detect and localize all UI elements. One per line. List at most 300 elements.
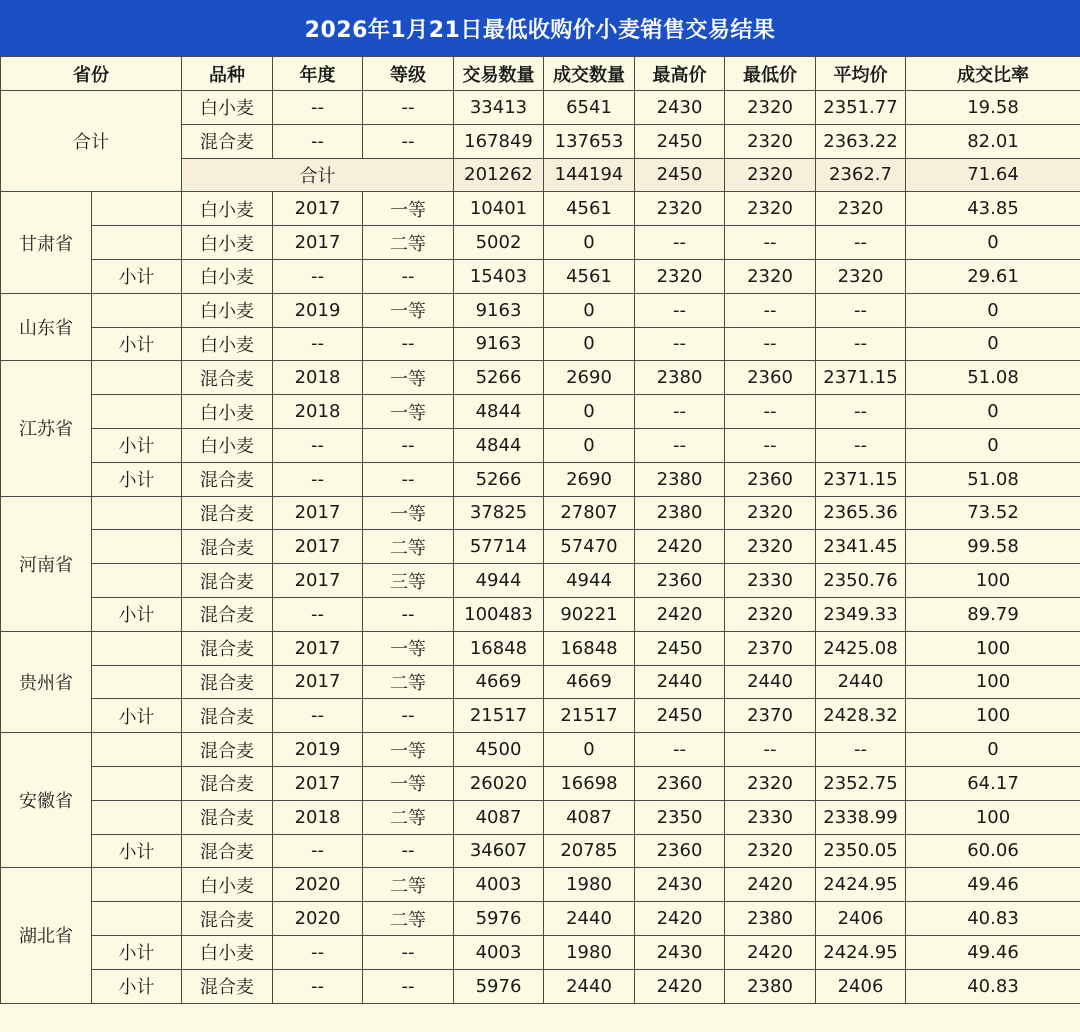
cell-max-price: 2420 — [635, 902, 725, 936]
subtotal-label — [92, 226, 182, 260]
cell-trade-qty: 5976 — [454, 902, 544, 936]
cell-grade: 二等 — [363, 530, 454, 564]
table-row — [1, 226, 1080, 260]
cell-deal-qty: 0 — [544, 395, 635, 429]
cell-avg-price: 2320 — [816, 259, 906, 293]
table-row — [1, 327, 1080, 361]
cell-min-price: -- — [725, 293, 816, 327]
cell-ratio: 29.61 — [906, 259, 1080, 293]
results-table — [0, 56, 1080, 1004]
cell-trade-qty: 10401 — [454, 192, 544, 226]
cell-deal-qty: 2440 — [544, 902, 635, 936]
cell-variety: 混合麦 — [182, 564, 273, 598]
cell-avg-price: 2406 — [816, 969, 906, 1003]
subtotal-label — [92, 868, 182, 902]
cell-trade-qty: 15403 — [454, 259, 544, 293]
cell-variety: 混合麦 — [182, 530, 273, 564]
cell-ratio: 49.46 — [906, 868, 1080, 902]
subtotal-label — [92, 496, 182, 530]
cell-ratio: 19.58 — [906, 91, 1080, 125]
cell-grade: -- — [363, 462, 454, 496]
cell-year: -- — [273, 834, 363, 868]
cell-avg-price: 2365.36 — [816, 496, 906, 530]
cell-trade-qty: 4500 — [454, 733, 544, 767]
cell-min-price: 2320 — [725, 766, 816, 800]
cell-deal-qty: 20785 — [544, 834, 635, 868]
cell-ratio: 0 — [906, 293, 1080, 327]
cell-variety: 白小麦 — [182, 327, 273, 361]
table-row — [1, 766, 1080, 800]
table-row — [1, 259, 1080, 293]
cell-variety: 混合麦 — [182, 124, 273, 158]
cell-ratio: 82.01 — [906, 124, 1080, 158]
cell-max-price: 2360 — [635, 564, 725, 598]
summary-min-price: 2320 — [725, 158, 816, 192]
cell-trade-qty: 5266 — [454, 361, 544, 395]
cell-min-price: 2360 — [725, 462, 816, 496]
cell-avg-price: 2351.77 — [816, 91, 906, 125]
cell-trade-qty: 34607 — [454, 834, 544, 868]
cell-max-price: 2430 — [635, 935, 725, 969]
cell-year: 2017 — [273, 631, 363, 665]
cell-trade-qty: 5266 — [454, 462, 544, 496]
cell-ratio: 51.08 — [906, 462, 1080, 496]
header-avg-price: 平均价 — [816, 57, 906, 91]
cell-min-price: 2320 — [725, 834, 816, 868]
cell-variety: 白小麦 — [182, 395, 273, 429]
table-row — [1, 834, 1080, 868]
table-row — [1, 293, 1080, 327]
cell-trade-qty: 4844 — [454, 428, 544, 462]
cell-grade: 二等 — [363, 226, 454, 260]
cell-ratio: 60.06 — [906, 834, 1080, 868]
cell-grade: 二等 — [363, 902, 454, 936]
cell-ratio: 100 — [906, 631, 1080, 665]
cell-max-price: 2420 — [635, 969, 725, 1003]
subtotal-label — [92, 800, 182, 834]
table-row — [1, 935, 1080, 969]
cell-variety: 白小麦 — [182, 259, 273, 293]
cell-ratio: 100 — [906, 800, 1080, 834]
table-body — [1, 91, 1080, 1004]
cell-year: -- — [273, 597, 363, 631]
cell-max-price: 2440 — [635, 665, 725, 699]
cell-trade-qty: 26020 — [454, 766, 544, 800]
cell-year: 2017 — [273, 192, 363, 226]
cell-ratio: 43.85 — [906, 192, 1080, 226]
header-deal-qty: 成交数量 — [544, 57, 635, 91]
cell-deal-qty: 16848 — [544, 631, 635, 665]
cell-max-price: 2360 — [635, 834, 725, 868]
cell-avg-price: 2371.15 — [816, 361, 906, 395]
subtotal-label — [92, 902, 182, 936]
table-row — [1, 800, 1080, 834]
cell-deal-qty: 21517 — [544, 699, 635, 733]
cell-max-price: 2320 — [635, 192, 725, 226]
cell-deal-qty: 4944 — [544, 564, 635, 598]
cell-year: -- — [273, 91, 363, 125]
cell-min-price: 2330 — [725, 564, 816, 598]
table-row — [1, 91, 1080, 125]
cell-grade: -- — [363, 597, 454, 631]
cell-trade-qty: 37825 — [454, 496, 544, 530]
cell-ratio: 0 — [906, 327, 1080, 361]
cell-deal-qty: 16698 — [544, 766, 635, 800]
table-row — [1, 192, 1080, 226]
table-row — [1, 733, 1080, 767]
cell-ratio: 89.79 — [906, 597, 1080, 631]
cell-max-price: 2430 — [635, 91, 725, 125]
cell-trade-qty: 4003 — [454, 935, 544, 969]
cell-grade: 一等 — [363, 395, 454, 429]
subtotal-label — [92, 395, 182, 429]
cell-max-price: 2450 — [635, 699, 725, 733]
cell-min-price: 2320 — [725, 124, 816, 158]
cell-max-price: 2420 — [635, 597, 725, 631]
cell-grade: -- — [363, 124, 454, 158]
table-row — [1, 699, 1080, 733]
subtotal-label: 小计 — [92, 834, 182, 868]
cell-min-price: -- — [725, 395, 816, 429]
cell-deal-qty: 137653 — [544, 124, 635, 158]
cell-min-price: -- — [725, 428, 816, 462]
cell-deal-qty: 90221 — [544, 597, 635, 631]
table-row — [1, 496, 1080, 530]
cell-min-price: 2320 — [725, 259, 816, 293]
subtotal-label: 小计 — [92, 259, 182, 293]
table-row — [1, 361, 1080, 395]
cell-trade-qty: 4844 — [454, 395, 544, 429]
subtotal-label: 小计 — [92, 327, 182, 361]
subtotal-label — [92, 192, 182, 226]
cell-avg-price: 2352.75 — [816, 766, 906, 800]
table-row — [1, 462, 1080, 496]
cell-year: 2017 — [273, 766, 363, 800]
summary-max-price: 2450 — [635, 158, 725, 192]
header-max-price: 最高价 — [635, 57, 725, 91]
cell-max-price: 2350 — [635, 800, 725, 834]
subtotal-label — [92, 733, 182, 767]
cell-grade: 一等 — [363, 496, 454, 530]
cell-trade-qty: 9163 — [454, 293, 544, 327]
cell-max-price: -- — [635, 293, 725, 327]
cell-min-price: 2420 — [725, 868, 816, 902]
cell-min-price: 2360 — [725, 361, 816, 395]
cell-avg-price: -- — [816, 733, 906, 767]
cell-avg-price: 2424.95 — [816, 868, 906, 902]
cell-trade-qty: 4087 — [454, 800, 544, 834]
cell-deal-qty: 4087 — [544, 800, 635, 834]
cell-min-price: 2320 — [725, 597, 816, 631]
cell-ratio: 0 — [906, 733, 1080, 767]
cell-grade: -- — [363, 91, 454, 125]
cell-trade-qty: 100483 — [454, 597, 544, 631]
cell-avg-price: -- — [816, 327, 906, 361]
cell-avg-price: 2428.32 — [816, 699, 906, 733]
subtotal-label — [92, 631, 182, 665]
cell-avg-price: 2350.05 — [816, 834, 906, 868]
cell-trade-qty: 4669 — [454, 665, 544, 699]
cell-variety: 混合麦 — [182, 665, 273, 699]
cell-grade: 一等 — [363, 733, 454, 767]
cell-avg-price: 2363.22 — [816, 124, 906, 158]
cell-year: -- — [273, 969, 363, 1003]
cell-min-price: -- — [725, 733, 816, 767]
cell-year: 2018 — [273, 395, 363, 429]
cell-year: 2019 — [273, 733, 363, 767]
cell-deal-qty: 4561 — [544, 259, 635, 293]
cell-max-price: -- — [635, 327, 725, 361]
header-row — [1, 57, 1080, 91]
cell-variety: 白小麦 — [182, 91, 273, 125]
subtotal-label — [92, 530, 182, 564]
cell-trade-qty: 33413 — [454, 91, 544, 125]
cell-year: 2017 — [273, 665, 363, 699]
cell-max-price: -- — [635, 733, 725, 767]
cell-min-price: 2330 — [725, 800, 816, 834]
cell-deal-qty: 0 — [544, 293, 635, 327]
cell-variety: 混合麦 — [182, 631, 273, 665]
cell-year: 2017 — [273, 564, 363, 598]
summary-deal-qty: 144194 — [544, 158, 635, 192]
cell-year: -- — [273, 259, 363, 293]
cell-variety: 混合麦 — [182, 800, 273, 834]
cell-year: 2020 — [273, 902, 363, 936]
cell-trade-qty: 4944 — [454, 564, 544, 598]
province-name: 甘肃省 — [1, 192, 92, 293]
cell-variety: 白小麦 — [182, 868, 273, 902]
cell-grade: 一等 — [363, 631, 454, 665]
cell-deal-qty: 1980 — [544, 935, 635, 969]
subtotal-label — [92, 293, 182, 327]
table-row — [1, 868, 1080, 902]
header-trade-qty: 交易数量 — [454, 57, 544, 91]
cell-ratio: 51.08 — [906, 361, 1080, 395]
cell-max-price: 2360 — [635, 766, 725, 800]
cell-deal-qty: 4561 — [544, 192, 635, 226]
cell-year: -- — [273, 935, 363, 969]
cell-variety: 混合麦 — [182, 496, 273, 530]
subtotal-label — [92, 564, 182, 598]
table-row — [1, 597, 1080, 631]
cell-grade: 三等 — [363, 564, 454, 598]
cell-variety: 混合麦 — [182, 834, 273, 868]
cell-year: 2019 — [273, 293, 363, 327]
cell-variety: 混合麦 — [182, 699, 273, 733]
cell-avg-price: -- — [816, 226, 906, 260]
province-name: 安徽省 — [1, 733, 92, 868]
summary-ratio: 71.64 — [906, 158, 1080, 192]
cell-trade-qty: 16848 — [454, 631, 544, 665]
cell-grade: -- — [363, 428, 454, 462]
cell-avg-price: -- — [816, 293, 906, 327]
cell-variety: 混合麦 — [182, 462, 273, 496]
cell-grade: 二等 — [363, 800, 454, 834]
cell-ratio: 49.46 — [906, 935, 1080, 969]
header-variety: 品种 — [182, 57, 273, 91]
cell-grade: 一等 — [363, 192, 454, 226]
cell-min-price: 2370 — [725, 699, 816, 733]
cell-max-price: 2320 — [635, 259, 725, 293]
cell-variety: 白小麦 — [182, 935, 273, 969]
province-name: 贵州省 — [1, 631, 92, 732]
cell-variety: 混合麦 — [182, 733, 273, 767]
cell-grade: 一等 — [363, 766, 454, 800]
subtotal-label — [92, 766, 182, 800]
cell-deal-qty: 57470 — [544, 530, 635, 564]
cell-max-price: 2380 — [635, 361, 725, 395]
cell-trade-qty: 4003 — [454, 868, 544, 902]
subtotal-label: 小计 — [92, 969, 182, 1003]
cell-deal-qty: 2690 — [544, 462, 635, 496]
cell-trade-qty: 9163 — [454, 327, 544, 361]
table-row — [1, 969, 1080, 1003]
cell-avg-price: 2349.33 — [816, 597, 906, 631]
header-province: 省份 — [1, 57, 182, 91]
cell-min-price: 2320 — [725, 192, 816, 226]
cell-ratio: 100 — [906, 665, 1080, 699]
cell-min-price: 2380 — [725, 969, 816, 1003]
cell-ratio: 100 — [906, 564, 1080, 598]
cell-deal-qty: 0 — [544, 428, 635, 462]
cell-max-price: -- — [635, 395, 725, 429]
cell-variety: 白小麦 — [182, 293, 273, 327]
cell-min-price: 2320 — [725, 91, 816, 125]
summary-avg-price: 2362.7 — [816, 158, 906, 192]
province-name: 江苏省 — [1, 361, 92, 496]
header-year: 年度 — [273, 57, 363, 91]
table-row — [1, 530, 1080, 564]
cell-max-price: -- — [635, 428, 725, 462]
province-name: 山东省 — [1, 293, 92, 361]
cell-deal-qty: 0 — [544, 226, 635, 260]
province-name: 河南省 — [1, 496, 92, 631]
cell-min-price: -- — [725, 226, 816, 260]
cell-max-price: 2450 — [635, 631, 725, 665]
cell-year: -- — [273, 699, 363, 733]
cell-max-price: 2380 — [635, 496, 725, 530]
cell-variety: 混合麦 — [182, 361, 273, 395]
cell-avg-price: -- — [816, 428, 906, 462]
table-row — [1, 564, 1080, 598]
subtotal-label: 小计 — [92, 597, 182, 631]
cell-year: 2018 — [273, 800, 363, 834]
cell-max-price: -- — [635, 226, 725, 260]
cell-grade: 一等 — [363, 361, 454, 395]
cell-deal-qty: 0 — [544, 733, 635, 767]
table-row — [1, 428, 1080, 462]
cell-variety: 混合麦 — [182, 766, 273, 800]
cell-deal-qty: 27807 — [544, 496, 635, 530]
subtotal-label: 小计 — [92, 699, 182, 733]
cell-variety: 混合麦 — [182, 597, 273, 631]
cell-ratio: 40.83 — [906, 902, 1080, 936]
cell-variety: 白小麦 — [182, 192, 273, 226]
cell-variety: 混合麦 — [182, 969, 273, 1003]
cell-avg-price: 2350.76 — [816, 564, 906, 598]
table-row — [1, 631, 1080, 665]
cell-grade: -- — [363, 969, 454, 1003]
cell-year: 2017 — [273, 530, 363, 564]
cell-min-price: 2420 — [725, 935, 816, 969]
cell-year: 2017 — [273, 496, 363, 530]
total-label: 合计 — [1, 91, 182, 192]
cell-grade: -- — [363, 935, 454, 969]
cell-max-price: 2420 — [635, 530, 725, 564]
cell-min-price: 2380 — [725, 902, 816, 936]
province-name: 湖北省 — [1, 868, 92, 1003]
cell-avg-price: 2424.95 — [816, 935, 906, 969]
cell-ratio: 0 — [906, 226, 1080, 260]
cell-trade-qty: 21517 — [454, 699, 544, 733]
cell-year: 2018 — [273, 361, 363, 395]
cell-avg-price: 2371.15 — [816, 462, 906, 496]
cell-year: -- — [273, 124, 363, 158]
table-row — [1, 902, 1080, 936]
cell-variety: 白小麦 — [182, 428, 273, 462]
cell-deal-qty: 2440 — [544, 969, 635, 1003]
cell-min-price: -- — [725, 327, 816, 361]
cell-avg-price: 2406 — [816, 902, 906, 936]
cell-trade-qty: 57714 — [454, 530, 544, 564]
cell-grade: 二等 — [363, 665, 454, 699]
cell-ratio: 73.52 — [906, 496, 1080, 530]
header-ratio: 成交比率 — [906, 57, 1080, 91]
cell-min-price: 2320 — [725, 496, 816, 530]
cell-grade: -- — [363, 699, 454, 733]
page-title: 2026年1月21日最低收购价小麦销售交易结果 — [0, 0, 1080, 56]
cell-min-price: 2440 — [725, 665, 816, 699]
cell-year: 2017 — [273, 226, 363, 260]
cell-grade: -- — [363, 327, 454, 361]
cell-grade: -- — [363, 259, 454, 293]
cell-ratio: 100 — [906, 699, 1080, 733]
cell-year: 2020 — [273, 868, 363, 902]
cell-trade-qty: 5002 — [454, 226, 544, 260]
cell-avg-price: 2320 — [816, 192, 906, 226]
subtotal-label: 小计 — [92, 428, 182, 462]
cell-avg-price: 2440 — [816, 665, 906, 699]
cell-grade: 一等 — [363, 293, 454, 327]
cell-avg-price: 2341.45 — [816, 530, 906, 564]
summary-label: 合计 — [182, 158, 454, 192]
cell-min-price: 2370 — [725, 631, 816, 665]
cell-variety: 白小麦 — [182, 226, 273, 260]
cell-avg-price: 2425.08 — [816, 631, 906, 665]
cell-trade-qty: 5976 — [454, 969, 544, 1003]
header-min-price: 最低价 — [725, 57, 816, 91]
cell-avg-price: -- — [816, 395, 906, 429]
cell-ratio: 99.58 — [906, 530, 1080, 564]
cell-avg-price: 2338.99 — [816, 800, 906, 834]
table-row — [1, 395, 1080, 429]
summary-trade-qty: 201262 — [454, 158, 544, 192]
cell-max-price: 2430 — [635, 868, 725, 902]
cell-ratio: 40.83 — [906, 969, 1080, 1003]
cell-grade: 二等 — [363, 868, 454, 902]
cell-grade: -- — [363, 834, 454, 868]
subtotal-label — [92, 665, 182, 699]
cell-deal-qty: 1980 — [544, 868, 635, 902]
cell-ratio: 0 — [906, 395, 1080, 429]
cell-deal-qty: 0 — [544, 327, 635, 361]
subtotal-label: 小计 — [92, 462, 182, 496]
cell-min-price: 2320 — [725, 530, 816, 564]
cell-max-price: 2450 — [635, 124, 725, 158]
cell-trade-qty: 167849 — [454, 124, 544, 158]
cell-year: -- — [273, 327, 363, 361]
cell-ratio: 64.17 — [906, 766, 1080, 800]
